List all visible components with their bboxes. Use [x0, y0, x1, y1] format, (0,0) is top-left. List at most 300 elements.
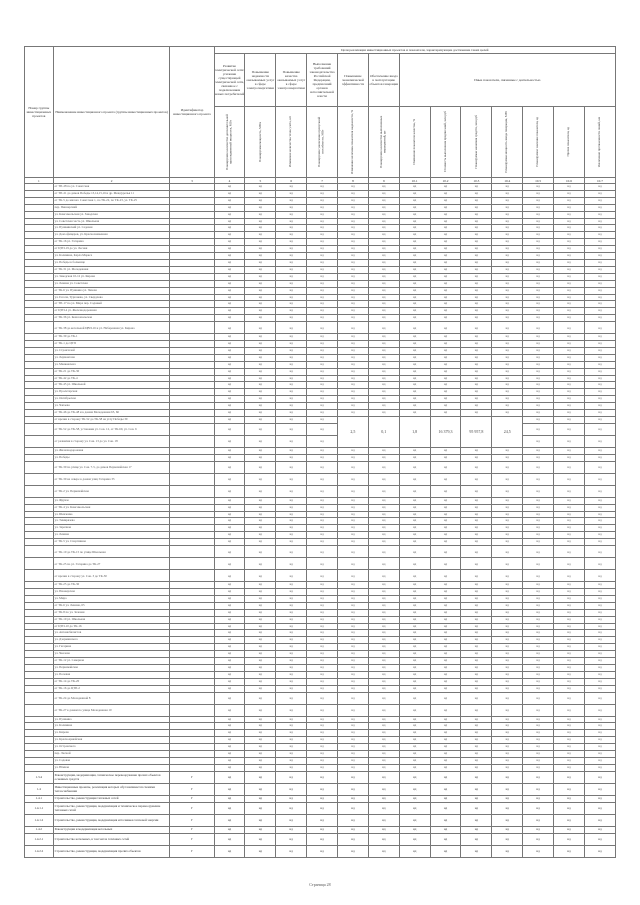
cell-value: нд — [430, 644, 461, 651]
cell-value: нд — [399, 190, 430, 197]
cell-value: нд — [554, 795, 585, 802]
cell-value: нд — [307, 744, 338, 751]
table-row — [25, 485, 616, 497]
cell-value: нд — [338, 396, 369, 403]
row-name: от ТП-28 по ул. Советская — [53, 184, 170, 191]
cell-value: нд — [492, 558, 523, 570]
cell-value: нд — [368, 795, 399, 802]
cell-value: нд — [307, 692, 338, 704]
cell-value: нд — [554, 716, 585, 723]
row-name: от ТК-39 до ТК-1 — [53, 334, 170, 341]
cell-value: нд — [430, 814, 461, 826]
cell-value: нд — [214, 764, 245, 771]
cell-value: нд — [492, 403, 523, 410]
cell-value: нд — [214, 218, 245, 225]
cell-value: нд — [307, 273, 338, 280]
cell-value: нд — [368, 744, 399, 751]
cell-value: нд — [399, 232, 430, 239]
cell-value: нд — [338, 511, 369, 518]
cell-value: нд — [338, 664, 369, 671]
row-name: ул. Кирова — [53, 730, 170, 737]
cell-value: нд — [214, 737, 245, 744]
cell-value: нд — [338, 814, 369, 826]
cell-value: нд — [584, 685, 615, 692]
cell-value: нд — [307, 783, 338, 795]
row-name: ул. Дом офицеров, ул. Краснознаменная — [53, 232, 170, 239]
cell-value: нд — [245, 616, 276, 623]
cell-value: нд — [492, 232, 523, 239]
cell-value: нд — [368, 211, 399, 218]
cell-value: нд — [368, 511, 399, 518]
cell-value: нд — [276, 723, 307, 730]
row-number — [25, 301, 54, 308]
cell-value: нд — [368, 602, 399, 609]
cell-value: нд — [276, 588, 307, 595]
cell-value: нд — [307, 685, 338, 692]
cell-value: нд — [461, 511, 492, 518]
cell-value: нд — [584, 833, 615, 845]
cell-value: нд — [492, 532, 523, 539]
row-number: 1.4.2 — [25, 826, 54, 833]
cell-value: нд — [523, 783, 554, 795]
cell-value: нд — [276, 616, 307, 623]
cell-value: нд — [276, 595, 307, 602]
row-id — [170, 570, 214, 582]
cell-value: нд — [584, 308, 615, 315]
row-name: ул. Ленина — [53, 532, 170, 539]
cell-value: нд — [368, 382, 399, 389]
row-name: от ТК-6 ул. Пушкина ул. Чехова — [53, 287, 170, 294]
cell-value: нд — [430, 382, 461, 389]
row-name: ул. Пролетарская — [53, 389, 170, 396]
cell-value: нд — [430, 368, 461, 375]
table-row — [25, 190, 616, 197]
cell-value: нд — [276, 382, 307, 389]
cell-value: нд — [245, 730, 276, 737]
cell-value: нд — [492, 259, 523, 266]
cell-value: нд — [461, 658, 492, 665]
cell-value: нд — [214, 664, 245, 671]
cell-value: нд — [461, 294, 492, 301]
cell-value: нд — [307, 623, 338, 630]
cell-value: нд — [338, 197, 369, 204]
cell-value: нд — [307, 301, 338, 308]
row-id — [170, 253, 214, 260]
row-name: Строительство, реконструкция, модернизация источников тепловой энергии — [53, 814, 170, 826]
table-row — [25, 630, 616, 637]
cell-value: нд — [338, 403, 369, 410]
cell-value: нд — [276, 582, 307, 589]
cell-value: нд — [276, 833, 307, 845]
cell-value: нд — [430, 678, 461, 685]
cell-value: нд — [368, 190, 399, 197]
cell-value: нд — [307, 417, 338, 424]
cell-value: нд — [338, 334, 369, 341]
row-name: от ТК-10 до ТК-15 по улице Школьная — [53, 546, 170, 558]
table-row — [25, 253, 616, 260]
row-id — [170, 664, 214, 671]
cell-value: нд — [554, 658, 585, 665]
cell-value: нд — [461, 723, 492, 730]
cell-value: нд — [461, 730, 492, 737]
cell-value: нд — [554, 602, 585, 609]
cell-value: нд — [461, 204, 492, 211]
cell-value: нд — [307, 308, 338, 315]
table-row — [25, 447, 616, 454]
cell-value: нд — [492, 354, 523, 361]
row-name: Реконструкция, модернизация, техническое перевооружение прочих объектов основных средств — [53, 771, 170, 783]
cell-value: нд — [368, 582, 399, 589]
cell-value: нд — [461, 630, 492, 637]
cell-value: нд — [584, 454, 615, 461]
cell-value: нд — [399, 637, 430, 644]
cell-value: нд — [584, 315, 615, 322]
row-id: Г — [170, 845, 214, 857]
cell-value: нд — [584, 518, 615, 525]
cell-value: нд — [554, 301, 585, 308]
cell-value: нд — [584, 375, 615, 382]
merged-indicator-value: 1,8 — [399, 417, 430, 448]
table-row — [25, 582, 616, 589]
cell-value: нд — [399, 259, 430, 266]
cell-value: нд — [461, 558, 492, 570]
cell-value: нд — [584, 410, 615, 417]
cell-value: нд — [523, 447, 554, 454]
row-id — [170, 259, 214, 266]
column-number: 10.4 — [492, 178, 523, 184]
cell-value: нд — [399, 246, 430, 253]
cell-value: нд — [399, 511, 430, 518]
row-number — [25, 730, 54, 737]
cell-value: нд — [307, 814, 338, 826]
cell-value: нд — [584, 497, 615, 504]
cell-value: нд — [307, 461, 338, 473]
cell-value: нд — [584, 287, 615, 294]
cell-value: нд — [584, 845, 615, 857]
cell-value: нд — [399, 716, 430, 723]
cell-value: нд — [492, 751, 523, 758]
cell-value: нд — [245, 595, 276, 602]
row-name: ул. Лермонтова — [53, 354, 170, 361]
row-name: ул. Первомайская — [53, 664, 170, 671]
cell-value: нд — [245, 184, 276, 191]
cell-value: нд — [368, 266, 399, 273]
cell-value: нд — [399, 322, 430, 334]
row-id — [170, 396, 214, 403]
row-id — [170, 485, 214, 497]
table-row — [25, 354, 616, 361]
cell-value: нд — [584, 744, 615, 751]
cell-value: нд — [430, 287, 461, 294]
cell-value: нд — [214, 511, 245, 518]
cell-value: нд — [399, 845, 430, 857]
cell-value: нд — [523, 814, 554, 826]
cell-value: нд — [307, 454, 338, 461]
row-id — [170, 447, 214, 454]
cell-value: нд — [523, 802, 554, 814]
row-id: Г — [170, 814, 214, 826]
cell-value: нд — [214, 671, 245, 678]
row-id — [170, 322, 214, 334]
cell-value: нд — [584, 771, 615, 783]
row-name: от ТК-16 ул. Гагарина — [53, 239, 170, 246]
row-id — [170, 301, 214, 308]
cell-value: нд — [430, 795, 461, 802]
cell-value: нд — [245, 539, 276, 546]
cell-value: нд — [492, 826, 523, 833]
cell-value: нд — [214, 410, 245, 417]
cell-value: нд — [554, 315, 585, 322]
cell-value: нд — [399, 737, 430, 744]
cell-value: нд — [584, 802, 615, 814]
cell-value: нд — [399, 253, 430, 260]
cell-value: нд — [584, 764, 615, 771]
row-name: от ТК-24 до Молодежной 8 — [53, 692, 170, 704]
row-number — [25, 651, 54, 658]
cell-value: нд — [584, 211, 615, 218]
cell-value: нд — [492, 239, 523, 246]
cell-value: нд — [430, 582, 461, 589]
cell-value: нд — [430, 730, 461, 737]
cell-value: нд — [492, 396, 523, 403]
row-id — [170, 744, 214, 751]
cell-value: нд — [245, 204, 276, 211]
cell-value: нд — [584, 644, 615, 651]
cell-value: нд — [245, 570, 276, 582]
cell-value: нд — [214, 730, 245, 737]
table-row — [25, 664, 616, 671]
cell-value: нд — [584, 197, 615, 204]
row-number — [25, 685, 54, 692]
cell-value: нд — [245, 685, 276, 692]
cell-value: нд — [307, 511, 338, 518]
cell-value: нд — [214, 354, 245, 361]
cell-value: нд — [461, 744, 492, 751]
row-name: ул. Гагарина — [53, 644, 170, 651]
cell-value: нд — [399, 723, 430, 730]
header-subcol-4 — [307, 107, 338, 178]
row-number — [25, 334, 54, 341]
table-row — [25, 704, 616, 716]
cell-value: нд — [492, 184, 523, 191]
cell-value: нд — [307, 616, 338, 623]
cell-value: нд — [554, 259, 585, 266]
cell-value: нд — [461, 218, 492, 225]
cell-value: нд — [338, 308, 369, 315]
row-number — [25, 341, 54, 348]
row-number — [25, 511, 54, 518]
table-row — [25, 518, 616, 525]
cell-value: нд — [399, 630, 430, 637]
cell-value: нд — [276, 211, 307, 218]
cell-value: нд — [214, 497, 245, 504]
cell-value: нд — [276, 783, 307, 795]
cell-value: нд — [430, 294, 461, 301]
cell-value: нд — [245, 637, 276, 644]
cell-value: нд — [584, 737, 615, 744]
cell-value: нд — [492, 771, 523, 783]
cell-value: нд — [276, 511, 307, 518]
cell-value: нд — [399, 751, 430, 758]
cell-value: нд — [214, 435, 245, 447]
header-goal-1: Развитие электрической сети/усиление существующей электрической сети, связанное с подключением новых потребителей — [214, 54, 245, 107]
cell-value: нд — [399, 301, 430, 308]
cell-value: нд — [214, 602, 245, 609]
cell-value: нд — [338, 322, 369, 334]
cell-value: нд — [584, 511, 615, 518]
cell-value: нд — [368, 301, 399, 308]
cell-value: нд — [245, 308, 276, 315]
cell-value: нд — [461, 623, 492, 630]
cell-value: нд — [461, 454, 492, 461]
cell-value: нд — [584, 334, 615, 341]
cell-value: нд — [523, 795, 554, 802]
cell-value: нд — [584, 423, 615, 435]
cell-value: нд — [368, 454, 399, 461]
row-id: Г — [170, 833, 214, 845]
table-row — [25, 232, 616, 239]
row-number — [25, 308, 54, 315]
cell-value: нд — [276, 301, 307, 308]
cell-value: нд — [523, 518, 554, 525]
column-number: 2 — [53, 178, 170, 184]
cell-value: нд — [554, 246, 585, 253]
cell-value: нд — [338, 704, 369, 716]
cell-value: нд — [492, 783, 523, 795]
cell-value: нд — [214, 546, 245, 558]
cell-value: нд — [368, 737, 399, 744]
column-number: 4 — [214, 178, 245, 184]
cell-value: нд — [492, 447, 523, 454]
cell-value: нд — [584, 341, 615, 348]
cell-value: нд — [338, 758, 369, 765]
cell-value: нд — [214, 423, 245, 435]
row-name: ул. Победы к больнице — [53, 259, 170, 266]
row-id — [170, 382, 214, 389]
cell-value: нд — [368, 308, 399, 315]
cell-value: нд — [554, 546, 585, 558]
cell-value: нд — [584, 504, 615, 511]
cell-value: нд — [584, 758, 615, 765]
cell-value: нд — [307, 546, 338, 558]
cell-value: нд — [214, 616, 245, 623]
cell-value: нд — [523, 651, 554, 658]
table-row — [25, 239, 616, 246]
cell-value: нд — [554, 704, 585, 716]
cell-value: нд — [461, 485, 492, 497]
cell-value: нд — [338, 266, 369, 273]
row-name: ул. Железнодорожная — [53, 447, 170, 454]
cell-value: нд — [430, 253, 461, 260]
cell-value: нд — [307, 664, 338, 671]
cell-value: нд — [214, 322, 245, 334]
cell-value: нд — [461, 211, 492, 218]
cell-value: нд — [276, 704, 307, 716]
table-row — [25, 341, 616, 348]
cell-value: нд — [554, 368, 585, 375]
cell-value: нд — [307, 582, 338, 589]
cell-value: нд — [338, 546, 369, 558]
cell-value: нд — [276, 678, 307, 685]
cell-value: нд — [399, 473, 430, 485]
row-id: Г — [170, 795, 214, 802]
cell-value: нд — [214, 651, 245, 658]
cell-value: нд — [245, 354, 276, 361]
cell-value: нд — [554, 218, 585, 225]
cell-value: нд — [245, 461, 276, 473]
cell-value: нд — [492, 253, 523, 260]
cell-value: нд — [492, 301, 523, 308]
row-id — [170, 678, 214, 685]
row-name: от ТК-45 ул. Школьной — [53, 382, 170, 389]
row-name: от ТК-42 до ТК-4 — [53, 375, 170, 382]
cell-value: нд — [245, 525, 276, 532]
cell-value: нд — [554, 511, 585, 518]
cell-value: нд — [430, 826, 461, 833]
cell-value: нд — [214, 417, 245, 424]
cell-value: нд — [368, 783, 399, 795]
header-project-name: Наименование инвестиционного проекта (группы инвестиционных проектов) — [53, 47, 170, 178]
cell-value: нд — [276, 368, 307, 375]
cell-value: нд — [554, 375, 585, 382]
cell-value: нд — [245, 454, 276, 461]
cell-value: нд — [245, 802, 276, 814]
cell-value: нд — [584, 730, 615, 737]
row-id — [170, 389, 214, 396]
cell-value: нд — [368, 347, 399, 354]
cell-value: нд — [245, 347, 276, 354]
cell-value: нд — [307, 723, 338, 730]
row-name: ул. Мира — [53, 595, 170, 602]
cell-value: нд — [368, 658, 399, 665]
cell-value: нд — [523, 485, 554, 497]
cell-value: нд — [492, 322, 523, 334]
table-row — [25, 294, 616, 301]
table-row — [25, 322, 616, 334]
cell-value: нд — [214, 253, 245, 260]
row-name: Строительство котельных, в том числе тепловых сетей — [53, 833, 170, 845]
cell-value: нд — [307, 382, 338, 389]
cell-value: нд — [245, 751, 276, 758]
cell-value: нд — [554, 273, 585, 280]
cell-value: нд — [523, 644, 554, 651]
cell-value: нд — [276, 266, 307, 273]
row-id — [170, 266, 214, 273]
cell-value: нд — [554, 802, 585, 814]
cell-value: нд — [523, 504, 554, 511]
cell-value: нд — [338, 678, 369, 685]
row-name: Строительство, реконструкция, модернизация и техническое перевооружение тепловых сетей — [53, 802, 170, 814]
header-project-id: Идентификатор инвестиционного проекта — [170, 47, 214, 178]
row-name: от ТК-27 к домам по улице Молодежная 10 — [53, 704, 170, 716]
cell-value: нд — [399, 280, 430, 287]
row-name: от ЦТП-10 до ТК-16 — [53, 623, 170, 630]
cell-value: нд — [523, 423, 554, 435]
row-name: от врезки в сторону ТК-52 до ТК-58 на углу Победы 30 — [53, 417, 170, 424]
cell-value: нд — [430, 671, 461, 678]
cell-value: нд — [399, 644, 430, 651]
cell-value: нд — [368, 322, 399, 334]
cell-value: нд — [523, 253, 554, 260]
cell-value: нд — [492, 511, 523, 518]
cell-value: нд — [307, 704, 338, 716]
cell-value: нд — [523, 595, 554, 602]
row-number — [25, 558, 54, 570]
cell-value: нд — [461, 595, 492, 602]
row-id — [170, 511, 214, 518]
cell-value: нд — [554, 644, 585, 651]
cell-value: нд — [276, 845, 307, 857]
